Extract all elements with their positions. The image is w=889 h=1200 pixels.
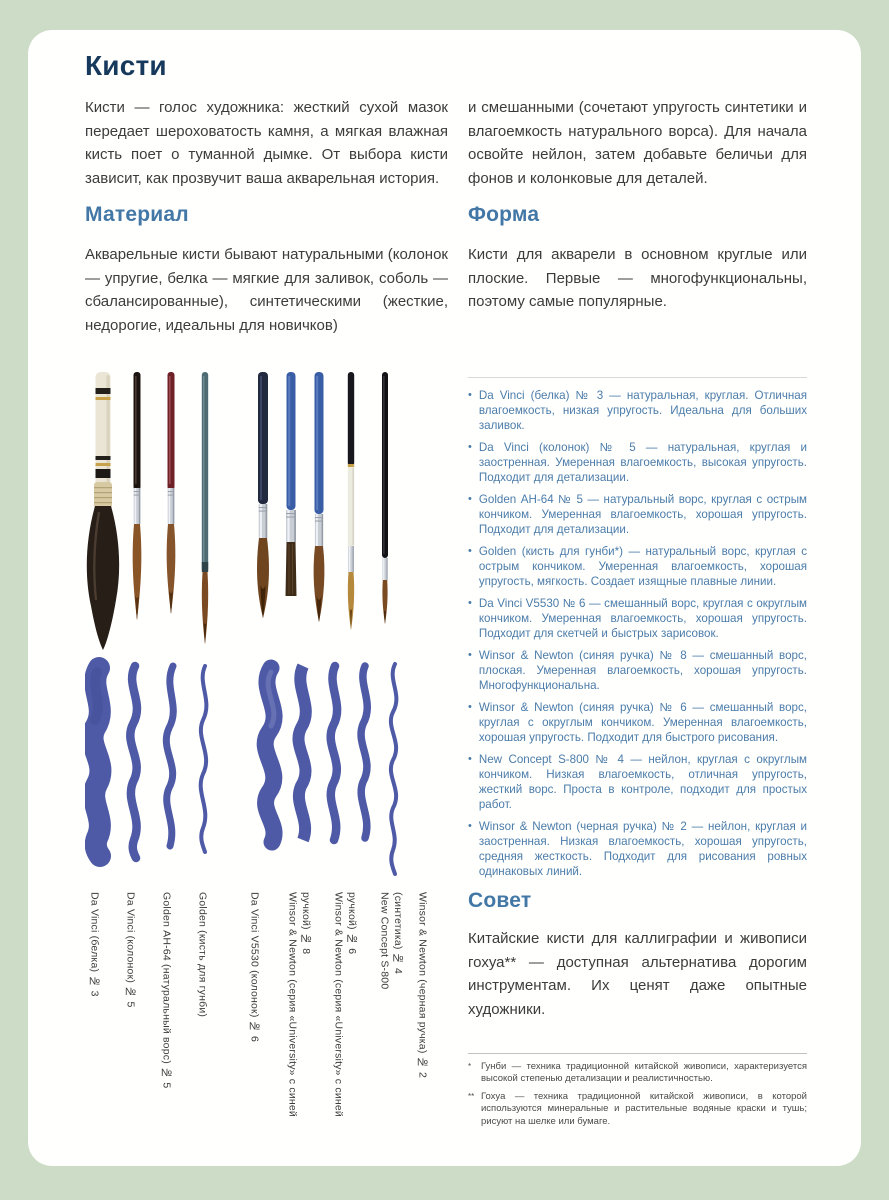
bullet-dot: • [468,753,472,765]
list-item [468,700,807,745]
stroke-sample-9 [391,664,397,874]
stroke-sample-4 [201,666,207,852]
bullet-dot: • [468,389,472,401]
intro-paragraph: Кисти — голос художника: жесткий сухой мазок передает шероховатость камня, а мягкая влажная кисть поет о туманной дымке. От выбора кисти зависит, как прозвучит ваша акварельная история. [85,99,448,187]
list-item [468,819,807,879]
figure-label-7: Winsor & Newton (серия «University» с синей ручкой) № 6 [332,892,358,1117]
footnote-gohua [468,1091,807,1128]
brush-figure [85,370,448,1150]
figure-label-9: Winsor & Newton (черная ручка) № 2 [416,892,429,1078]
page-title: Кисти [85,50,167,81]
list-item-text: Winsor & Newton (синяя ручка) № 6 — смешанный ворс, круглая с округлым кончиком. Умеренная влагоемкость, хорошая упругость. Подходит для быстрого рисования. [478,701,807,744]
material-text-continued: и смешанными (сочетают упругость синтетики и влагоемкость натурального ворса). Для начала освойте нейлон, затем добавьте беличьи для фонов и колонковые для деталей. [468,99,807,187]
list-item [468,388,807,433]
bullet-dot: • [468,545,472,557]
footnotes [468,1061,807,1133]
list-item-text: Da Vinci (колонок) № 5 — натуральная, круглая и заостренная. Умеренная влагоемкость, высокая упругость. Подходит для детализации. [478,441,807,484]
shape-heading: Форма [468,203,540,226]
list-item-text: Da Vinci V5530 № 6 — смешанный ворс, круглая с округлым кончиком. Умеренная влагоемкость, хорошая упругость. Подходит для скетчей и быстрых зарисовок. [478,597,807,640]
list-item-text: Golden (кисть для гунби*) — натуральный ворс, круглая с острым кончиком. Умеренная влагоемкость, хорошая упругость, мягкость. Создает изящные плавные линии. [478,545,807,588]
stroke-sample-3 [166,666,173,846]
brush-8-new-concept [348,372,354,630]
paint-stroke-samples [92,664,396,874]
list-item [468,544,807,589]
footnote-marker: * [468,1062,472,1071]
stroke-sample-7 [331,666,337,840]
list-item-text: Da Vinci (белка) № 3 — натуральная, круглая. Отличная влагоемкость, низкая упругость. Идеальна для больших заливок. [478,389,807,432]
brush-spec-list [468,388,807,886]
tip-text: Китайские кисти для каллиграфии и живописи гохуа** — доступная альтернатива дорогим инструментам. Их ценят даже опытные художники. [468,930,807,1018]
footnote-divider [468,1053,807,1054]
list-item-text: Winsor & Newton (черная ручка) № 2 — нейлон, круглая и заостренная. Низкая влагоемкость, хорошая упругость, средняя жесткость. Подходит для рисования ровных одинаковых линий. [478,820,807,878]
material-text: Акварельные кисти бывают натуральными (колонок — упругие, белка — мягкие для заливок, соболь — сбалансированные), синтетическими (жесткие, недорогие, идеальны для новичков) [85,246,448,334]
figure-label-row [85,892,448,1150]
figure-label-8: New Concept S-800 (синтетика) № 4 [378,892,404,990]
list-item-text: New Concept S-800 № 4 — нейлон, круглая с округлым кончиком. Низкая влагоемкость, отличная упругость, жесткий ворс. Проста в контроле, подходит для простых работ. [478,753,807,811]
bullet-dot: • [468,493,472,505]
brush-9-wn-black [382,372,388,624]
list-item [468,648,807,693]
bullet-dot: • [468,701,472,713]
footnote-text: Гунби — техника традиционной китайской живописи, характеризуется высокой степенью детализации и реалистичностью. [481,1061,807,1085]
footnote-text: Гохуа — техника традиционной китайской живописи, в которой используются минеральные и растительные водяные краски и тушь; рисуют на шелке или бумаге. [481,1090,807,1127]
brush-5-davinci-v5530 [257,372,269,618]
bullet-dot: • [468,441,472,453]
footnote-marker: ** [468,1091,475,1101]
material-heading: Материал [85,203,189,226]
brush-photo-illustration [85,370,448,885]
list-item [468,596,807,641]
brush-6-wn-flat [286,372,297,596]
figure-label-1: Da Vinci (белка) № 3 [88,892,101,997]
stroke-sample-2 [130,666,137,858]
brush-4-gunbi [202,372,208,644]
figure-label-3: Golden АН-64 (натуральный ворс) № 5 [160,892,173,1089]
bullet-dot: • [468,820,472,832]
tip-heading: Совет [468,889,532,912]
brush-1-squirrel-mop [87,372,119,650]
figure-label-5: Da Vinci V5530 (колонок) № 6 [248,892,261,1043]
figure-label-4: Golden (кисть для гунби) [196,892,209,1018]
list-item-text: Golden АН-64 № 5 — натуральный ворс, круглая с острым кончиком. Умеренная влагоемкость, хорошая упругость. Подходит для детализации. [478,493,807,536]
list-item [468,440,807,485]
figure-label-6: Winsor & Newton (серия «University» с синей ручкой) № 8 [286,892,312,1117]
brush-7-wn-round [314,372,325,622]
figure-label-2: Da Vinci (колонок) № 5 [124,892,137,1008]
list-item-text: Winsor & Newton (синяя ручка) № 8 — смешанный ворс, плоская. Умеренная влагоемкость, хорошая упругость. Многофункциональна. [478,649,807,692]
list-divider [468,377,807,378]
bullet-dot: • [468,649,472,661]
shape-text: Кисти для акварели в основном круглые или плоские. Первые — многофункциональны, поэтому самые популярные. [468,246,807,311]
bullet-dot: • [468,597,472,609]
brush-2-kolinsky-round [133,372,142,620]
list-item [468,752,807,812]
brush-3-red-handle-round [167,372,176,614]
stroke-sample-1-accent [95,672,98,720]
footnote-gunbi [468,1061,807,1086]
stroke-sample-8 [361,666,367,838]
stroke-sample-6 [298,666,305,840]
list-item [468,492,807,537]
